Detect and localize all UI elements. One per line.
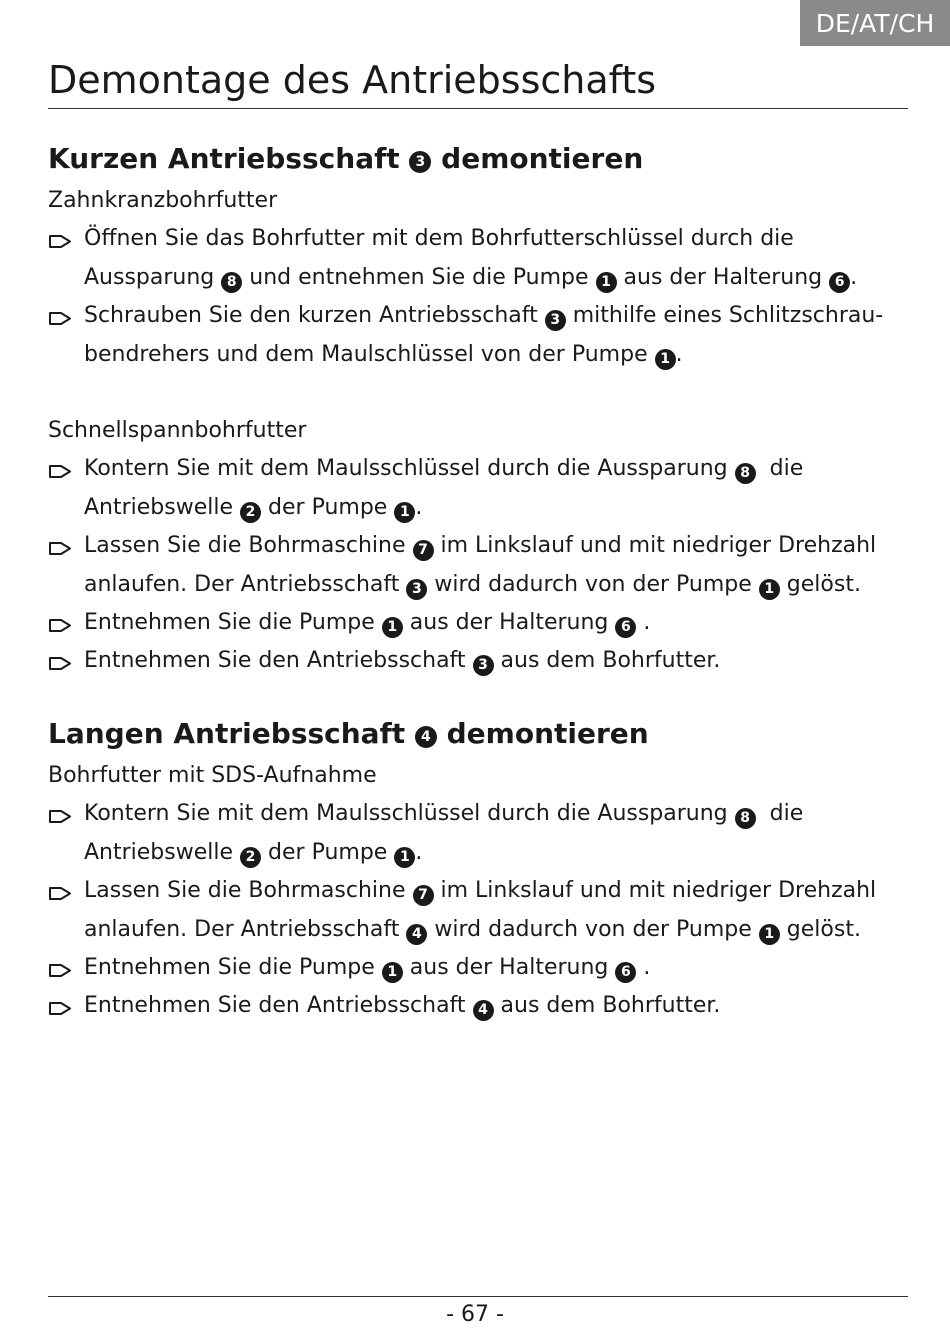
step-text: Entnehmen Sie die Pumpe (84, 610, 375, 635)
part-number-badge: 7 (413, 540, 434, 561)
step-text: . (675, 341, 683, 367)
title-divider (48, 108, 908, 109)
step-text: aus dem Bohrfutter. (500, 648, 721, 673)
part-number-badge: 6 (829, 272, 850, 293)
step-item (84, 527, 904, 604)
step-item (84, 949, 904, 988)
step-item (84, 795, 904, 872)
step-text: Antriebswelle (84, 839, 234, 865)
step-item (84, 642, 904, 681)
step-text: aus der Halterung (409, 610, 609, 635)
step-text: im Linkslauf und mit niedriger Drehzahl (440, 533, 877, 558)
arrow-icon (48, 232, 73, 251)
step-text: aus dem Bohrfutter. (500, 993, 721, 1018)
step-line (84, 604, 904, 643)
step-text: mithilfe eines Schlitzschrau- (572, 303, 884, 328)
step-text: . (415, 839, 423, 865)
part-number-badge: 1 (382, 962, 403, 983)
part-number-badge: 3 (406, 579, 427, 600)
part-number-badge: 3 (545, 310, 566, 331)
step-text: . (643, 610, 651, 635)
part-number-badge: 8 (735, 463, 756, 484)
arrow-icon (48, 309, 73, 328)
step-item (84, 987, 904, 1026)
step-text: Lassen Sie die Bohrmaschine (84, 533, 406, 558)
step-text: Antriebswelle (84, 494, 234, 520)
step-text: Entnehmen Sie den Antriebsschaft (84, 648, 466, 673)
step-line (84, 911, 904, 950)
step-item (84, 604, 904, 643)
part-number-badge: 6 (615, 617, 636, 638)
step-line (84, 527, 904, 566)
step-line (84, 489, 904, 528)
part-number-badge: 1 (655, 349, 676, 370)
step-line (84, 642, 904, 681)
step-text: Entnehmen Sie den Antriebsschaft (84, 993, 466, 1018)
part-number-badge: 2 (240, 847, 261, 868)
part-number-badge: 1 (759, 579, 780, 600)
step-line (84, 566, 904, 605)
section-title-text: Kurzen Antriebsschaft (48, 142, 400, 175)
step-text: Aussparung (84, 264, 215, 290)
step-line (84, 450, 904, 489)
part-number-badge: 3 (473, 655, 494, 676)
step-text: aus der Halterung (623, 264, 823, 290)
step-text: der Pumpe (268, 494, 388, 520)
part-number-badge: 8 (221, 272, 242, 293)
step-line (84, 987, 904, 1026)
arrow-icon (48, 999, 73, 1018)
section-title-text: demontieren (441, 142, 644, 175)
step-text: gelöst. (786, 571, 861, 597)
step-text: . (643, 955, 651, 980)
step-text: . (850, 264, 858, 290)
arrow-icon (48, 539, 73, 558)
step-text: anlaufen. Der Antriebsschaft (84, 916, 400, 942)
part-number-badge: 4 (473, 1000, 494, 1021)
part-number-badge: 8 (735, 808, 756, 829)
part-number-badge: 4 (406, 924, 427, 945)
step-text: Schrauben Sie den kurzen Antriebsschaft (84, 303, 538, 328)
step-item (84, 872, 904, 949)
part-number-badge: 1 (759, 924, 780, 945)
subheading-quick-chuck: Schnellspannbohrfutter (48, 418, 307, 443)
step-text: Lassen Sie die Bohrmaschine (84, 878, 406, 903)
step-text: wird dadurch von der Pumpe (434, 916, 752, 942)
subheading-gear-chuck: Zahnkranzbohrfutter (48, 188, 278, 213)
step-text: aus der Halterung (409, 955, 609, 980)
step-line (84, 336, 904, 375)
arrow-icon (48, 462, 73, 481)
step-line (84, 259, 904, 298)
part-number-badge: 1 (394, 847, 415, 868)
step-item (84, 220, 904, 297)
part-number-badge: 1 (596, 272, 617, 293)
step-line (84, 297, 904, 336)
step-text: Öffnen Sie das Bohrfutter mit dem Bohrfutterschlüssel durch die (84, 226, 794, 251)
step-line (84, 949, 904, 988)
step-item (84, 450, 904, 527)
step-text: wird dadurch von der Pumpe (434, 571, 752, 597)
step-text: . (415, 494, 423, 520)
arrow-icon (48, 654, 73, 673)
step-text: Kontern Sie mit dem Maulsschlüssel durch die Aussparung (84, 801, 728, 826)
step-text: und entnehmen Sie die Pumpe (249, 264, 589, 290)
part-number-badge: 4 (415, 726, 437, 748)
step-line (84, 872, 904, 911)
section-title-long-shaft (48, 717, 649, 751)
step-line (84, 220, 904, 259)
step-item (84, 297, 904, 374)
part-number-badge: 7 (413, 885, 434, 906)
step-text: Kontern Sie mit dem Maulsschlüssel durch die Aussparung (84, 456, 728, 481)
step-line (84, 795, 904, 834)
part-number-badge: 1 (382, 617, 403, 638)
footer-divider (48, 1296, 908, 1297)
step-text: im Linkslauf und mit niedriger Drehzahl (440, 878, 877, 903)
section-title-text: demontieren (446, 717, 649, 750)
part-number-badge: 3 (409, 151, 431, 173)
part-number-badge: 6 (615, 962, 636, 983)
arrow-icon (48, 807, 73, 826)
step-line (84, 834, 904, 873)
step-text: der Pumpe (268, 839, 388, 865)
language-tag: DE/AT/CH (800, 0, 950, 46)
page-number: - 67 - (446, 1302, 504, 1327)
arrow-icon (48, 884, 73, 903)
step-text: anlaufen. Der Antriebsschaft (84, 571, 400, 597)
part-number-badge: 1 (394, 502, 415, 523)
section-title-text: Langen Antriebsschaft (48, 717, 406, 750)
step-text: Entnehmen Sie die Pumpe (84, 955, 375, 980)
step-text: die (769, 456, 804, 481)
subheading-sds-chuck: Bohrfutter mit SDS-Aufnahme (48, 763, 377, 788)
part-number-badge: 2 (240, 502, 261, 523)
step-text: gelöst. (786, 916, 861, 942)
step-text: bendrehers und dem Maulschlüssel von der Pumpe (84, 341, 648, 367)
step-text: die (769, 801, 804, 826)
page-title: Demontage des Antriebsschafts (48, 58, 657, 102)
arrow-icon (48, 616, 73, 635)
arrow-icon (48, 961, 73, 980)
section-title-short-shaft (48, 142, 643, 176)
